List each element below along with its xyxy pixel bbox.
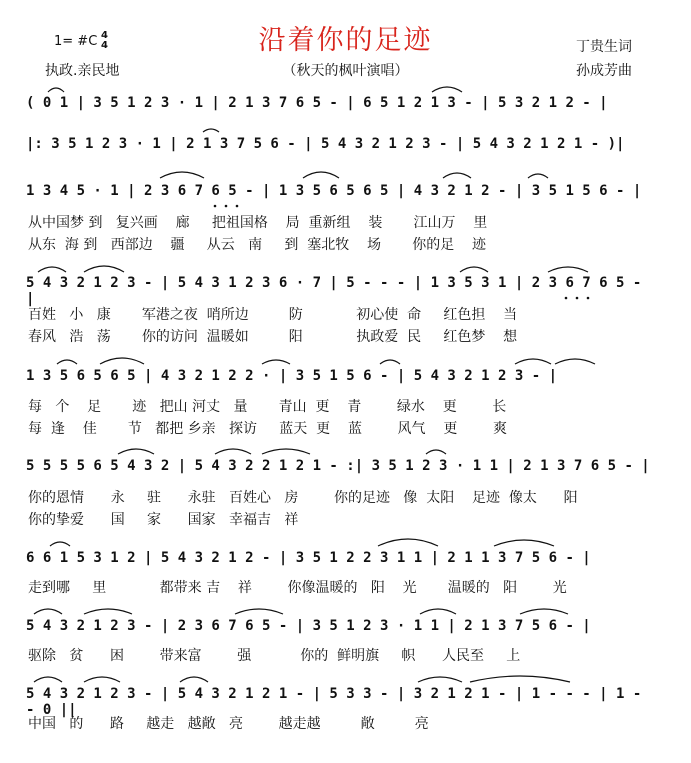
notation-row-5: 1 3 5 6 5 6 5 | 4 3 2 1 2 2 · | 3 5 1 5 6 - | 5 4 3 2 1 2 3 - | xyxy=(26,368,558,384)
time-signature-top: 4 xyxy=(101,30,108,41)
notation-row-9: 5 4 3 2 1 2 3 - | 5 4 3 2 1 2 1 - | 5 3 3 - | 3 2 1 2 1 - | 1 - - - | 1 - - 0 || xyxy=(26,686,642,718)
time-signature xyxy=(101,31,108,51)
notation-row-4: 5 4 3 2 1 2 3 - | 5 4 3 1 2 3 6 · 7 | 5 - - - | 1 3 5 3 1 | 2 3 6 7 6 5 - | xyxy=(26,275,642,307)
lyric-line-5b: 每 逢 佳 节 都把 乡亲 探访 蓝天 更 蓝 风气 更 爽 xyxy=(28,421,507,437)
notation-row-6: 5 5 5 5 6 5 4 3 2 | 5 4 3 2 2 1 2 1 - :| 3 5 1 2 3 · 1 1 | 2 1 3 7 6 5 - | xyxy=(26,458,650,474)
performer-subtitle: （秋天的枫叶演唱） xyxy=(282,63,409,79)
notation-row-2: |: 3 5 1 2 3 · 1 | 2 1 3 7 5 6 - | 5 4 3 2 1 2 3 - | 5 4 3 2 1 2 1 - )| xyxy=(26,136,625,152)
performance-style: 执政.亲民地 xyxy=(45,63,120,79)
lyric-line-3a: 从中国梦 到 复兴画 廊 把祖国格 局 重新组 装 江山万 里 xyxy=(28,215,488,231)
composer-credit: 孙成芳曲 xyxy=(576,63,632,79)
lyric-line-6b: 你的挚爱 国 家 国家 幸福吉 祥 xyxy=(28,512,299,528)
notation-row-7: 6 6 1 5 3 1 2 | 5 4 3 2 1 2 - | 3 5 1 2 2 3 1 1 | 2 1 1 3 7 5 6 - | xyxy=(26,550,591,566)
lyric-line-4b: 春风 浩 荡 你的访问 温暖如 阳 执政爱 民 红色梦 想 xyxy=(28,329,518,345)
lyric-line-4a: 百姓 小 康 军港之夜 哨所边 防 初心使 命 红色担 当 xyxy=(28,307,518,323)
lyric-line-9: 中国 的 路 越走 越敞 亮 越走越 敞 亮 xyxy=(28,716,429,732)
notation-row-8: 5 4 3 2 1 2 3 - | 2 3 6 7 6 5 - | 3 5 1 2 3 · 1 1 | 2 1 3 7 5 6 - | xyxy=(26,618,591,634)
notation-row-1: ( 0 1 | 3 5 1 2 3 · 1 | 2 1 3 7 6 5 - | 6 5 1 2 1 3 - | 5 3 2 1 2 - | xyxy=(26,95,608,111)
song-title: 沿着你的足迹 xyxy=(258,25,433,56)
key-signature: 1= #C xyxy=(54,34,98,49)
lyric-line-7: 走到哪 里 都带来 吉 祥 你像温暖的 阳 光 温暖的 阳 光 xyxy=(28,580,567,596)
lyric-line-5a: 每 个 足 迹 把山 河丈 量 青山 更 青 绿水 更 长 xyxy=(28,399,507,415)
lyricist-credit: 丁贵生词 xyxy=(576,39,632,55)
time-signature-bottom: 4 xyxy=(101,40,108,51)
lyric-line-3b: 从东 海 到 西部边 疆 从云 南 到 塞北牧 场 你的足 迹 xyxy=(28,237,487,253)
lyric-line-6a: 你的恩情 永 驻 永驻 百姓心 房 你的足迹 像 太阳 足迹 像太 阳 xyxy=(28,490,578,506)
notation-row-3: 1 3 4 5 · 1 | 2 3 6 7 6 5 - | 1 3 5 6 5 6 5 | 4 3 2 1 2 - | 3 5 1 5 6 - | xyxy=(26,183,642,199)
lyric-line-8: 驱除 贫 困 带来富 强 你的 鲜明旗 帜 人民至 上 xyxy=(28,648,521,664)
